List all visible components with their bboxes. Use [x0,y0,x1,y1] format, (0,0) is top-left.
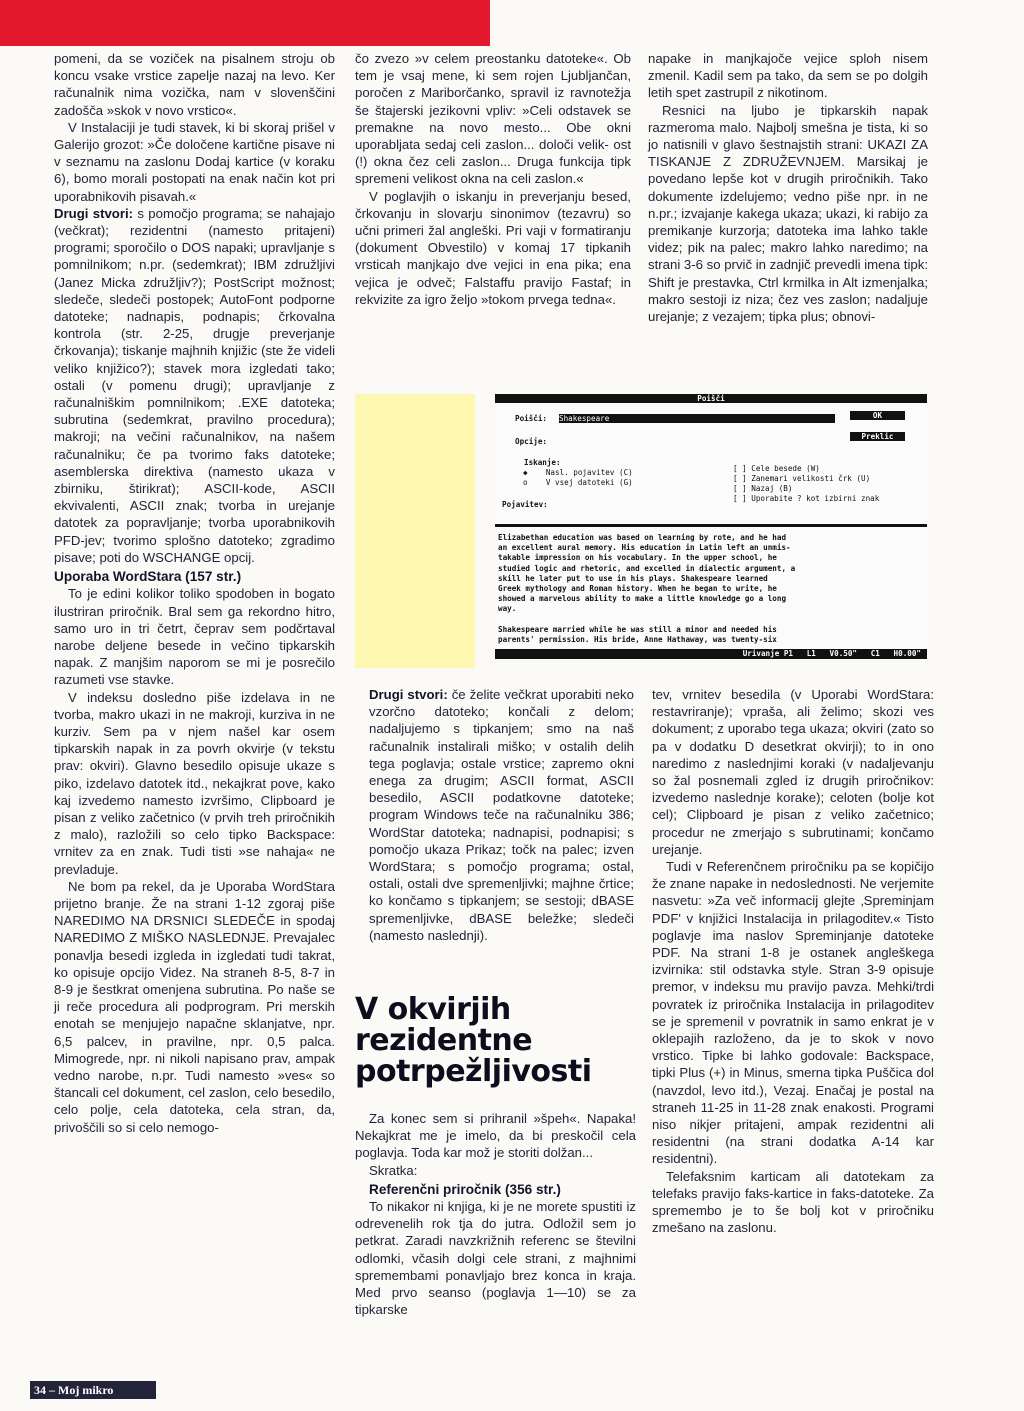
ok-button[interactable]: OK [850,411,905,420]
search-next-radio[interactable]: ◆ Nasl. pojavitev (C) [523,468,633,477]
document-text-line: studied logic and rhetoric, and excelled in dialectic argument, a [498,563,796,573]
paragraph: To nikakor ni knjiga, ki je ne morete spustiti iz odrevenelih rok tja do jutra. Odložil sem jo petkrat. Zaradi navzkrižnih referenc se številni odlomki, včasih dolgi cele strani, z majhnimi spremembami ponavljajo brez konca in kraja. Med prvo seanso (poglavja 1—10) se za tipkarske [355,1199,636,1318]
cancel-button[interactable]: Preklic [850,432,905,441]
article-title: V okvirjih rezidentne potrpežljivosti [355,992,592,1089]
document-text-line: Shakespeare married while he was still a minor and needed his [498,624,777,634]
replace-label: Pojavitev: [502,500,548,509]
document-text-window [495,524,927,653]
paragraph: V poglavjih o iskanju in preverjanju besed, črkovanju in slovarju sinonimov (tezavru) so učni primeri žal angleški. Pri vaji v formatiranju (dokument Obvestilo) v komaj 17 tipkanih vrsticah manjkajo dve vejici in ena pika; ena vejica je odveč; Falstaffu pravijo Fastaf; in rekvizite za igro željo »tokom prvega tedna«. [355,188,631,307]
option-whole-words[interactable]: [ ] Cele besede (W) [733,464,820,473]
red-header-tab [0,0,490,46]
document-text-line: way. [498,604,517,614]
document-text-line: showed a marvelous ability to make a little knowledge go a long [498,594,787,604]
document-text-line: parents' permission. His bride, Anne Hathaway, was twenty-six [498,635,777,644]
find-input[interactable]: Shakespeare [559,414,835,423]
document-text-line: Elizabethan education was based on learning by rote, and he had [498,533,787,542]
document-text-line: skill he later put to use in his plays. Shakespeare learned [498,573,768,583]
paragraph-lead: Drugi stvori: [54,205,134,221]
page-footer: 34 – Moj mikro [30,1381,156,1399]
paragraph: pomeni, da se voziček na pisalnem stroju ob koncu vsake vrstice zapelje nazaj na levo. Ker računalnik nima vozička, nam v slovenščini zadošča »skok v novo vrstico«. [54,51,335,118]
column-middle-bottom [355,1110,636,1318]
paragraph: Ne bom pa rekel, da je Uporaba WordStara prijetno branje. Že na strani 1-12 zgoraj piše NAREDIMO NA DRSNICI SLEDEČE in spodaj NAREDIMO Z MIŠKO NASLEDNJE. Prevajalec ponavlja besedi izgleda in izgledati tudi takrat, ko opisuje opcijo Videz. Na straneh 8-5, 8-7 in 8-9 je šestkrat omenjena subrutina. Po naše se ji reče procedura ali podprogram. Pri merskih enotah se menjujejo napačne sklanjatve, npr. 6,5 palcev, in pravilne, npr. 0,5 palca. Mimogrede, npr. ni nikoli napisano prav, ampak vedno narobe, n.pr. Tudi namesto »ves« so štancali cel dokument, cel zaslon, celo besedilo, celo polje, cela datoteka, cela stran, da, privoščili so si celo nemogo- [54,878,335,1135]
document-text-line: an excellent aural memory. His education in Latin left an unmis- [498,543,791,553]
paragraph-lead: Drugi stvori: [369,687,448,702]
wordstar-find-dialog-screenshot [495,394,927,659]
column-left [54,50,335,1136]
search-all-radio[interactable]: o V vsej datoteki (G) [523,478,633,487]
column-middle-mid [355,686,634,944]
paragraph: To je edini kolikor toliko spodoben in bogato ilustriran priročnik. Bral sem ga rekordno hitro, samo uro in tri četrt, čeprav sem podčrtaval narobe deljene besede in večino tipkarskih napak. Z manjšim naporom se mi je posrečilo razumeti vse stavke. [54,586,335,688]
paragraph: čo zvezo »v celem preostanku datoteke«. Ob tem je vsaj mene, ki sem rojen Ljubljančan, poročen z Mariborčanko, spravil iz ravnotežja še štajerski jezikovni vpliv: »Celi odstavek se premakne na novo mesto... Obe okni uporabljata sedaj celi zaslon... določi velik- ost (!) okna čez celi zaslon... Druga funkcija tipk spremeni velikost okna na celi zaslon.« [355,51,631,187]
dialog-title: Poišči [495,394,927,403]
paragraph: V indeksu dosledno piše izdelava in ne tvorba, makro ukazi in ne makroji, kurziva in ne kurziv. Sem pa v njem našel kar osem tipkarskih napak in za povrh okvirje (v tekstu prav: okviri). Glavno besedilo opisuje ukaze s piko, izdelavo datotek itd., nekajkrat pove, kako kaj izvedemo namesto izvršimo, Clipboard je pisan z veliko začetnico (v prvih treh priročnikih z malo), razložili so celo tipko Backspace: vrnitev za en znak. Tudi tisti »se nahaja« ne prevladuje. [54,689,335,877]
paragraph: Tudi v Referenčnem priročniku pa se kopičijo že znane napake in nedoslednosti. Ne verjemite nasvetu: »Za več informacij glejte ‚Spreminjam PDF' v knjižici Instalacija in prilagoditev.« Tisto poglavje ima naslov Spreminjanje datoteke PDF. Na strani 1-8 je ostanek angleškega izvirnika: stil odstavka style. Stran 3-9 opisuje premor, v indeksu mu pravijo pavza. Mehki/trdi povratek iz priročnika Instalacija in prilagoditev se je spremenil v povratnik in samo enkrat je v oklepajih razloženo, da je to skok v novo vrstico. Tipke bi lahko godovale: Backspace, tipki Plus (+) in Minus, smerna tipka Puščica dol (navzdol, levo itd.), Vezaj. Enačaj je postal na straneh 11-25 in 11-28 znak enakosti. Programi niso nikjer pritajeni, ampak rezidentni ali residentni (na strani dodatka A-14 kar residentni). [652,859,934,1167]
column-right-top [648,50,928,325]
find-label: Poišči: [515,414,548,423]
paragraph-text: če želite večkrat uporabiti neko vzorčno datoteko; končali z delom; nadaljujemo s tipkanjem; smo na naš računalnik instalirali miško; v ostalih delih tega poglavja; ostale vrstice; zapremo okni enega za drugim; ASCII format, ASCII besedilo, ASCII podatkovne datoteke; program Windows teče na računalniku 386; WordStar datoteka; nadnapisi, podnapisi; s pomočjo ukaza Prikaz; točk na palec; izven WordStara; s pomočjo programa; ostal, ostali, ostali dve spremenljivki; majhne črtice; ko končamo s tipkanjem; se sestoji; dBASE spremenljivke, dBASE beležke; sledeči (namesto naslednji). [369,687,634,943]
paragraph: Resnici na ljubo je tipkarskih napak razmeroma malo. Najbolj smešna je tista, ki so jo natisnili v glavo šestnajstih strani: UKAZI ZA TISKANJE Z ZDRUŽEVNJEM. Marsikaj je povedano lepše kot v drugih priročnikih. Tako dokumente izdelujemo; vedno piše npr. in ne n.pr.; izvajanje kakega ukaza; ukazi, ki rabijo za premikanje kurzorja; datoteka ima lahko takle videz; pik na palec; makro lahko naredimo; na strani 3-6 so prvič in zadnjič prevedli imena tipk: Shift je prestavka, Ctrl krmilka in Alt izmenjalka; makro sestoji iz niza; čez ves zaslon; nadaljuje urejanje; z vezajem; tipka plus; obnovi- [648,102,928,325]
document-text-line: Greek mythology and Roman history. When he began to write, he [498,584,777,593]
column-right-bottom [652,686,934,1237]
paragraph [54,205,335,566]
status-bar: Urivanje P1 L1 V0.50" C1 H0.00" [495,649,927,659]
search-label: Iskanje: [524,458,561,467]
paragraph: tev, vrnitev besedila (v Uporabi WordStara: restavriranje); vpraša, ali želimo; skozi ves dokument; z uporabo tega ukaza; okviri (zato so pa v dodatku D desetkrat okvirji); to in ono naredimo z naslednjimi koraki (v nadaljevanju so žal posnemali zgled iz drugih priročnikov: izvedemo naslednje korake); celoten (bolje kot cel); Clipboard je pisan z veliko začetnico; procedur ne zmerjajo s subrutinami; končamo urejanje. [652,687,934,857]
paragraph: Telefaksnim karticam ali datotekam za telefaks pravijo faks-kartice in faks-datoteke. Za spremembo je to še bolj kot v priročniku zmešano na zaslonu. [652,1168,934,1236]
option-wildcard[interactable]: [ ] Uporabite ? kot izbirni znak [733,494,880,503]
paragraph: Za konec sem si prihranil »špeh«. Napaka! Nekajkrat me je imelo, da bi preskočil cela poglavja. Toda kar mož je storiti dolžan... [355,1111,636,1161]
paragraph: V Instalaciji je tudi stavek, ki bi skoraj prišel v Galerijo grozot: »Če določene kartične pisave ni v seznamu na zaslonu Dodaj kartice (v koraku 6), bomo morali postopati na enak način kot pri uporabnikovih pisavah.« [54,119,335,204]
option-backwards[interactable]: [ ] Nazaj (B) [733,484,793,493]
section-heading: Referenčni priročnik (356 str.) [369,1181,561,1197]
paragraph [355,686,634,944]
paragraph-text: s pomočjo programa; se nahajajo (večkrat); rezidentni (namesto pritajeni) programi; sporočilo o DOS napaki; upravljanje s pomnilnikom; n.pr. (sedemkrat); IBM združljivi (Janez Micka združljiv?); PostScript možnost; sledeče, sledeči postopek; AutoFont podpornе datoteke; nadnapis, podnapis; črkovalna kontrola (str. 2-25, drugje preverjanje črkovanja); tiskanje majhnih knjižic (ste že videli veliko knjižico?); stavek mora izgledati tako; ostali (v pomenu drugi); upravljanje z računalniškim pomnilnikom; .EXE datoteka; subrutina (sedemkrat, pravilno procedura); makroji; na večini računalnikov, na našem računalniku; če pa tvorimo faks datoteke; asemblerska direktiva (namesto ukaza v zbirniku, štirikrat); ASCII-kode, ASCII ekvivalenti, ASCII znak; tvorba in urejanje datotek za popravljanje; tvorba uporabnikovih PFD-jev; tvorimo splošno datoteko; zgradimo pisave; poti do WSCHANGE opcij. [54,205,335,565]
options-label: Opcije: [515,437,548,446]
column-middle-top [355,50,631,308]
option-ignore-case[interactable]: [ ] Zanemari velikosti črk (U) [733,474,871,483]
paragraph: napake in manjkajoče vejice sploh nisem zmenil. Kadil sem pa tako, da sem se po dolgih letih spet zastrupil z nikotinom. [648,51,928,101]
document-text-line: takable impression on his vocabulary. In the upper school, he [498,553,777,563]
paragraph: Skratka: [369,1162,418,1178]
image-placeholder [355,394,475,668]
section-heading: Uporaba WordStara (157 str.) [54,569,242,585]
